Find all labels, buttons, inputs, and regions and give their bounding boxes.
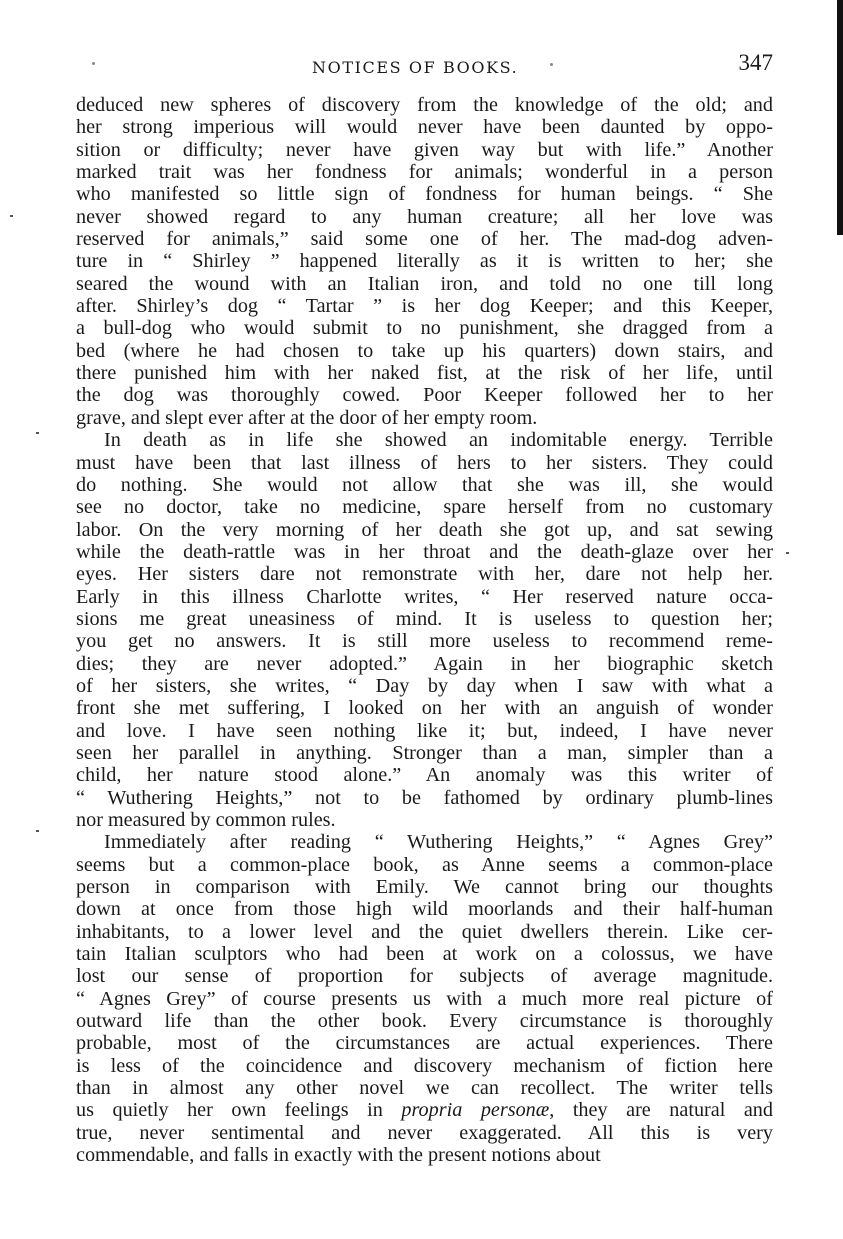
- text-line: inhabitants, to a lower level and the quiet dwellers therein. Like cer-: [76, 920, 773, 943]
- text-line: after. Shirley’s dog “ Tartar ” is her dog Keeper; and this Keeper,: [76, 295, 773, 318]
- margin-speck: [786, 552, 789, 554]
- paragraph: [76, 94, 773, 429]
- page-edge-shadow: [837, 0, 843, 235]
- text-line: nor measured by common rules.: [76, 809, 336, 831]
- text-line: eyes. Her sisters dare not remonstrate with her, dare not help her.: [76, 563, 773, 586]
- text-line: her strong imperious will would never have been daunted by oppo-: [76, 116, 773, 139]
- text-line: there punished him with her naked fist, at the risk of her life, until: [76, 362, 773, 385]
- margin-speck: [10, 215, 13, 217]
- text-line: seems but a common-place book, as Anne seems a common-place: [76, 853, 773, 876]
- latin-phrase: propria personæ: [401, 1099, 550, 1122]
- text-line: sions me great uneasiness of mind. It is useless to question her;: [76, 607, 773, 630]
- text-line: labor. On the very morning of her death she got up, and sat sewing: [76, 518, 773, 541]
- paragraph: [76, 429, 773, 831]
- page-speck: [92, 62, 95, 65]
- text-line: front she met suffering, I looked on her with an anguish of wonder: [76, 697, 773, 720]
- text-line: Immediately after reading “ Wuthering Heights,” “ Agnes Grey”: [104, 831, 773, 854]
- text-line: is less of the coincidence and discovery mechanism of fiction here: [76, 1054, 773, 1077]
- text-line: lost our sense of proportion for subjects of average magnitude.: [76, 965, 773, 988]
- text-line: seared the wound with an Italian iron, and told no one till long: [76, 272, 773, 295]
- text-line: the dog was thoroughly cowed. Poor Keeper followed her to her: [76, 384, 773, 407]
- text-line: never showed regard to any human creature; all her love was: [76, 205, 773, 228]
- text-line: while the death-rattle was in her throat and the death-glaze over her: [76, 540, 773, 563]
- text-line: you get no answers. It is still more useless to recommend reme-: [76, 630, 773, 653]
- text-line: grave, and slept ever after at the door of her empty room.: [76, 406, 538, 429]
- margin-speck: [36, 830, 39, 832]
- text-line: must have been that last illness of hers to her sisters. They could: [76, 451, 773, 474]
- text-line: child, her nature stood alone.” An anomaly was this writer of: [76, 764, 773, 787]
- text-line: do nothing. She would not allow that she was ill, she would: [76, 473, 773, 496]
- text-line: a bull-dog who would submit to no punishment, she dragged from a: [76, 317, 773, 340]
- text-line: ture in “ Shirley ” happened literally as it is written to her; she: [76, 250, 773, 273]
- text-line: In death as in life she showed an indomitable energy. Terrible: [104, 429, 773, 452]
- text-line: dies; they are never adopted.” Again in her biographic sketch: [76, 652, 773, 675]
- text-line: tain Italian sculptors who had been at work on a colossus, we have: [76, 943, 773, 966]
- text-line: commendable, and falls in exactly with the present notions about: [76, 1144, 601, 1167]
- text-line: outward life than the other book. Every circumstance is thoroughly: [76, 1010, 773, 1033]
- text-line: seen her parallel in anything. Stronger than a man, simpler than a: [76, 741, 773, 764]
- text-line: see no doctor, take no medicine, spare herself from no customary: [76, 496, 773, 519]
- text-line: who manifested so little sign of fondness for human beings. “ She: [76, 183, 773, 206]
- paragraph: [76, 831, 773, 1166]
- text-line: probable, most of the circumstances are actual experiences. There: [76, 1032, 773, 1055]
- page-speck: [550, 63, 553, 66]
- article-body: [76, 94, 773, 1167]
- page-header: [76, 50, 773, 82]
- text-line: Early in this illness Charlotte writes, “ Her reserved nature occa-: [76, 585, 773, 608]
- text-line: bed (where he had chosen to take up his quarters) down stairs, and: [76, 339, 773, 362]
- text-line: reserved for animals,” said some one of her. The mad-dog adven-: [76, 228, 773, 251]
- text-line: of her sisters, she writes, “ Day by day when I saw with what a: [76, 674, 773, 697]
- page-number: 347: [738, 50, 773, 75]
- text-line: person in comparison with Emily. We cannot bring our thoughts: [76, 876, 773, 899]
- text-line: than in almost any other novel we can recollect. The writer tells: [76, 1077, 773, 1100]
- running-title: NOTICES OF BOOKS.: [312, 58, 519, 77]
- text-line: down at once from those high wild moorlands and their half-human: [76, 898, 773, 921]
- text-line: and love. I have seen nothing like it; but, indeed, I have never: [76, 719, 773, 742]
- text-line: us quietly her own feelings in propria personæ, they are natural and: [76, 1099, 773, 1122]
- margin-speck: [36, 432, 39, 434]
- text-line: “ Wuthering Heights,” not to be fathomed by ordinary plumb-lines: [76, 786, 773, 809]
- text-line: deduced new spheres of discovery from the knowledge of the old; and: [76, 94, 773, 116]
- text-line: sition or difficulty; never have given way but with life.” Another: [76, 138, 773, 161]
- text-line: “ Agnes Grey” of course presents us with a much more real picture of: [76, 987, 773, 1010]
- text-line: true, never sentimental and never exaggerated. All this is very: [76, 1121, 773, 1144]
- text-line: marked trait was her fondness for animals; wonderful in a person: [76, 161, 773, 184]
